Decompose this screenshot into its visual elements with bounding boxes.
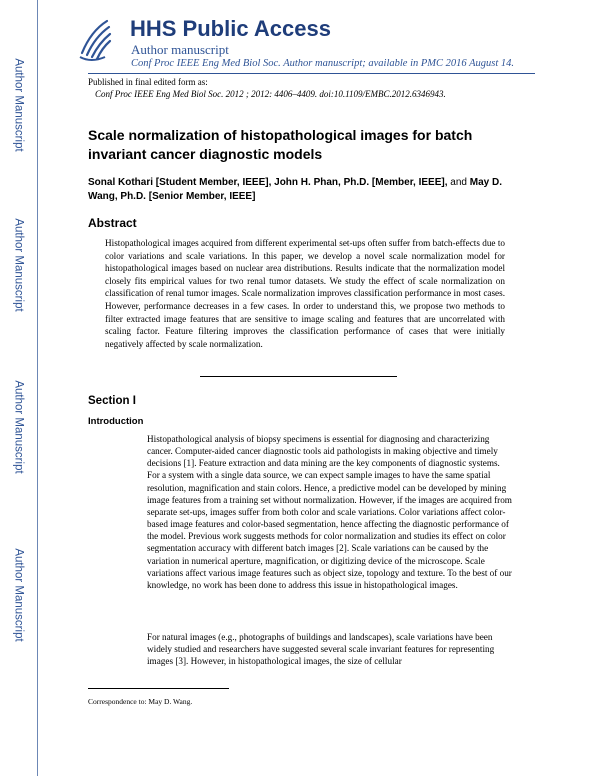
sidebar-divider — [37, 0, 38, 776]
intro-paragraph-2: For natural images (e.g., photographs of buildings and landscapes), scale variations have been widely studied and researchers have suggested several scale invariant features for representing images [3]. However, in histopathological images, the size of cellular — [147, 632, 495, 667]
sidebar-label-1: Author Manuscript — [13, 58, 26, 152]
abstract-divider — [200, 376, 397, 377]
citation-line: Conf Proc IEEE Eng Med Biol Soc. 2012 ; 2012: 4406–4409. doi:10.1109/EMBC.2012.6346943. — [95, 89, 446, 99]
hhs-public-access-title: HHS Public Access — [130, 16, 331, 41]
intro-paragraph-1: Histopathological analysis of biopsy specimens is essential for diagnosing and characterizing cancer. Computer-aided cancer diagnostic tools aid pathologists in making objective and timely decisions [1]. Feature extraction and data mining are the key components of diagnostic systems. For a system with a single data source, we can expect sample images to have the same spatial resolution, magnification and stain colors. Hence, a predictive model can be developed by mining image features from a training set without normalization. However, if the images are acquired from separate set-ups, images suffer from both color and scale variations. Color variations affect color-based image features and color-based segmentation, hence affecting the diagnostic performance of the model. Previous work suggests methods for color normalization and studies its effect on color segmentation accuracy with different batch images [2]. Scale variations can be caused by the variation in numerical aperture, magnification, or digitizing device of the microscope. Scale variations affect various image features such as object size, topology and texture. To the best of our knowledge, no work has been done to address this issue in histopathological images. — [147, 434, 512, 590]
hhs-eagle-logo-icon — [77, 17, 113, 63]
sidebar-label-2: Author Manuscript — [13, 218, 26, 312]
author-list: Sonal Kothari [Student Member, IEEE], John H. Phan, Ph.D. [Member, IEEE], and May D. Wang, Ph.D. [Senior Member, IEEE] — [88, 177, 502, 202]
article-title: Scale normalization of histopathological images for batch invariant cancer diagnostic models — [88, 127, 473, 162]
footnote-rule — [88, 688, 229, 689]
sidebar-label-4: Author Manuscript — [13, 548, 26, 642]
section-heading: Section I — [88, 395, 136, 407]
subsection-heading: Introduction — [88, 416, 144, 427]
abstract-text: Histopathological images acquired from different experimental set-ups often suffer from batch-effects due to color variations and scale variations. In this paper, we develop a novel scale normalization model for histopathological images based on nuclear area distributions. Results indicate that the normalization model closely fits empirical values for two renal tumor datasets. We study the effect of scale normalization on classification of renal tumor images. Scale normalization improves classification performance in most cases. However, performance decreases in a few cases. In order to understand this, we propose two methods to filter extracted image features that are sensitive to image scaling and features that are uncorrelated with scaling factor. Feature filtering improves the classification performance of cases that were initially negatively affected by scale normalization. — [105, 238, 505, 349]
sidebar-label-3: Author Manuscript — [13, 380, 26, 474]
author-manuscript-label: Author manuscript — [131, 42, 229, 57]
journal-availability-line: Conf Proc IEEE Eng Med Biol Soc. Author manuscript; available in PMC 2016 August 14. — [131, 58, 515, 69]
published-label: Published in final edited form as: — [88, 77, 208, 87]
correspondence-footnote: Correspondence to: May D. Wang. — [88, 697, 193, 706]
header-rule — [88, 73, 535, 74]
abstract-heading: Abstract — [88, 216, 137, 230]
